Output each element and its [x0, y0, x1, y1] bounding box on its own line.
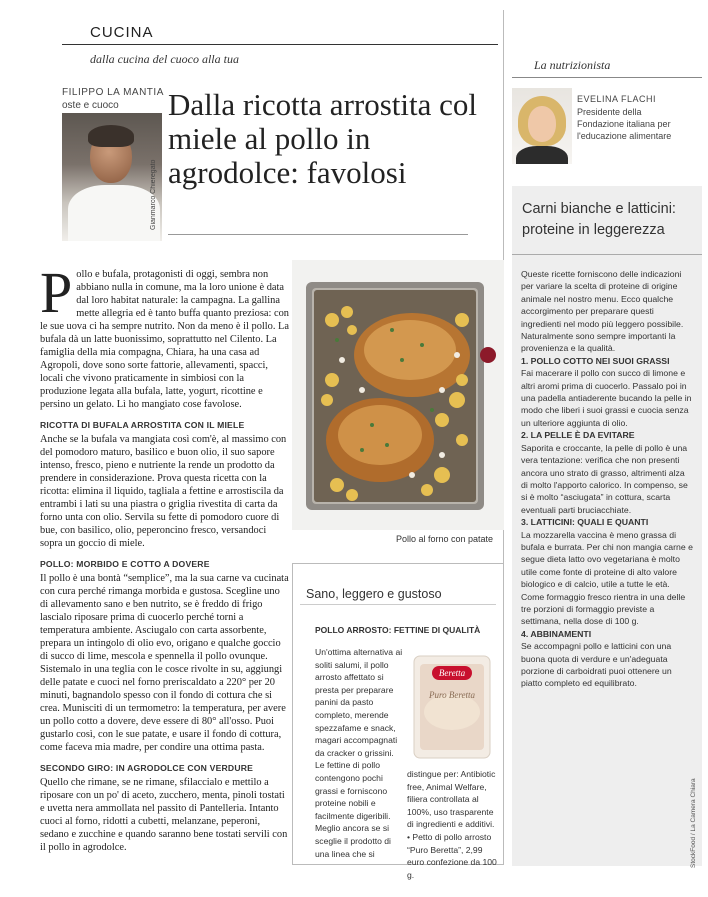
product-box-product: • Petto di pollo arrosto “Puro Beretta”, 2,99 euro confezione da 100 g. — [407, 831, 497, 880]
nutrition-item-text: La mozzarella vaccina è meno grassa di bufala e burrata. Per chi non mangia carne e segue dieta latto ovo vegetariana è molto utile come fonte di proteine di alto valore biologico e di calcio, utile a tutte le età. Come formaggio fresco rientra in una delle tre porzioni di formaggio previste a settimana, nella dose di 100 g. — [521, 529, 693, 627]
author-role: oste e cuoco — [62, 100, 119, 111]
section-label: CUCINA — [90, 24, 154, 41]
section-heading: POLLO: MORBIDO E COTTO A DOVERE — [40, 559, 210, 569]
product-package — [410, 652, 494, 762]
author-name: FILIPPO LA MANTIA — [62, 87, 164, 98]
product-box-text: Un'ottima alternativa ai soliti salumi, il pollo arrosto affettato si presta per preparare panini da pasto completo, merende spezzafame e snack, magari accompagnati da cracker o grissini. Le fettine di pollo contengono pochi grassi e forniscono proteine nobili e facilmente digeribili. Meglio ancora se si sceglie il prodotto di una linea che si — [315, 647, 403, 859]
product-box-subheading: POLLO ARROSTO: FETTINE DI QUALITÀ — [315, 625, 481, 635]
nutrition-intro: Queste ricette forniscono delle indicazioni per variare la scelta di proteine di origine animale nel nostro menu. Ecco qualche accorgimento per preparare questi ingredienti nel modo più leggero possibile. Naturalmente sono sempre importanti la provenienza e la qualità. — [521, 269, 684, 354]
intro-text: ollo e bufala, protagonisti di oggi, sembra non abbiano nulla in comune, ma la loro unione è data dal loro habitat naturale: la campagna. La gallina mette allegria ed è tanto buffa quanto preziosa: con le sue uova ci ha sempre nutrito. Non da meno è il pollo. La bufala dà un latte buonissimo, soprattutto nel Cilento. La famiglia della mia compagna, Chiara, ha una casa ad Agropoli, dove sono sorte fattorie, allevamenti, spacci, locali che vivono praticamente in simbiosi con la produzione legata alla bufala, latte, yogurt, ricottine e persino un gelato. Lì ho mangiato cose favolose. — [40, 269, 290, 410]
nutrition-box-rule — [512, 254, 702, 255]
nutritionist-role: Presidente della Fondazione italiana per l'educazione alimentare — [577, 107, 672, 141]
dropcap: P — [40, 260, 73, 325]
section-subtitle: dalla cucina del cuoco alla tua — [90, 52, 239, 66]
section-rule — [62, 44, 498, 45]
nutritionist-name: EVELINA FLACHI — [577, 94, 657, 104]
section-text: Quello che rimane, se ne rimane, sfilaccialo e mettilo a riposare con un po' di aceto, zucchero, menta, pinoli tostati e uvetta nera ammollata nel passito di Pantelleria. Intanto cuoci al forno, ridotti a cubetti, melanzane, peperoni, sedano e zucchine e quando saranno bene tostati servili con il pollo in agrodolce. — [40, 777, 288, 853]
roast-chicken-illustration — [292, 260, 504, 530]
article-intro — [40, 260, 290, 411]
nutrition-item-heading: 1. POLLO COTTO NEI SUOI GRASSI — [521, 355, 670, 366]
section-heading: SECONDO GIRO: IN AGRODOLCE CON VERDURE — [40, 763, 254, 773]
title-rule — [168, 234, 468, 235]
nutrition-box-title: Carni bianche e latticini: proteine in leggerezza — [522, 201, 676, 238]
nutrition-item-heading: 4. ABBINAMENTI — [521, 628, 592, 639]
section-text: Anche se la bufala va mangiata così com'è, al massimo con del pomodoro maturo, basilico e buon olio, il suo sapore intenso, fresco, pieno e nutriente la rende un prodotto da prendere in considerazione. Prova questa ricetta con la ricotta: elimina il liquido, tagliala a fettine e arrostiscila da entrambi i lati su una piastra o griglia rivestita di carta da forno unta con olio. Servila su fette di pomodoro cuore di bue, con basilico, olio, peperoncino fresco, versandoci sopra un goccio di miele. — [40, 434, 287, 549]
product-box-text-right — [407, 768, 497, 881]
nutritionist-photo — [512, 88, 572, 164]
pack-name: Puro Beretta — [428, 690, 476, 700]
section-heading: RICOTTA DI BUFALA ARROSTITA CON IL MIELE — [40, 420, 245, 430]
product-box-right-text: distingue per: Antibiotic free, Animal Welfare, filiera controllata al 100%, uso trasparente di ingredienti e additivi. — [407, 769, 496, 830]
product-box-rule — [300, 604, 496, 605]
nutritionist-rule — [512, 77, 702, 78]
nutrition-item-heading: 2. LA PELLE È DA EVITARE — [521, 430, 635, 441]
article-body — [40, 260, 290, 854]
nutrition-item-text: Fai macerare il pollo con succo di limone e altri aromi prima di cuocerlo. Passalo poi in una padella antiaderente bucando la pelle in modo che liberi i suoi grassi e cuocia senza un ulteriore aggiunta di olio. — [521, 368, 692, 428]
photo-caption: Pollo al forno con patate — [396, 534, 494, 544]
nutritionist-label: La nutrizionista — [534, 58, 611, 72]
nutrition-item-text: Saporita e croccante, la pelle di pollo è una vera tentazione: verifica che non presenti ancora uno strato di grasso, altrimenti alza di molto l'apporto calorico. In compenso, se si è molto “asciugata” in cottura, scarta eventuali parti bruciacchiate. — [521, 442, 688, 515]
pack-brand: Beretta — [438, 668, 466, 678]
section-text: Il pollo è una bontà “semplice”, ma la sua carne va cucinata con cura perché rimanga morbida e gustosa. Scegline uno di allevamento sano e ben nutrito, se è freddo di frigo lascialo riposare prima di cuocerlo perché torni a temperatura ambiente. Asciugalo con carta assorbente, prepara un intingolo di olio evo, origano e qualche goccio di succo di lime, mescola e spennella il pollo ovunque. Sistemalo in una teglia con le cosce rivolte in su, aggiungi delle patate e cuoci nel forno preriscaldato a 220° per 20 minuti, bagnandolo spesso con il fondo di cottura che si crea. Munisciti di un termometro: la temperatura, per avere un pollo cotto a dovere, deve essere di 80° all'osso. Puoi gustarlo così, con le sue patate, e usare il fondo di cottura, come faceva mia madre, per condire una ottima pasta. — [40, 573, 289, 753]
nutrition-item-heading: 3. LATTICINI: QUALI E QUANTI — [521, 517, 649, 528]
product-box-title: Sano, leggero e gustoso — [306, 587, 442, 601]
nutrition-box-text — [521, 268, 693, 690]
stock-photo-credit: StockFood / La Camera Chiara — [690, 778, 697, 868]
roast-chicken-photo — [292, 260, 504, 530]
nutrition-item-text: Se accompagni pollo e latticini con una buona quota di verdure e un'adeguata porzione di carboidrati puoi ottenere un piatto completo ed equilibrato. — [521, 641, 672, 689]
author-photo — [62, 113, 162, 241]
article-title: Dalla ricotta arrostita col miele al pollo in agrodolce: favolosi — [168, 87, 478, 190]
author-photo-credit: Gianmarco Chieregato — [150, 159, 157, 230]
